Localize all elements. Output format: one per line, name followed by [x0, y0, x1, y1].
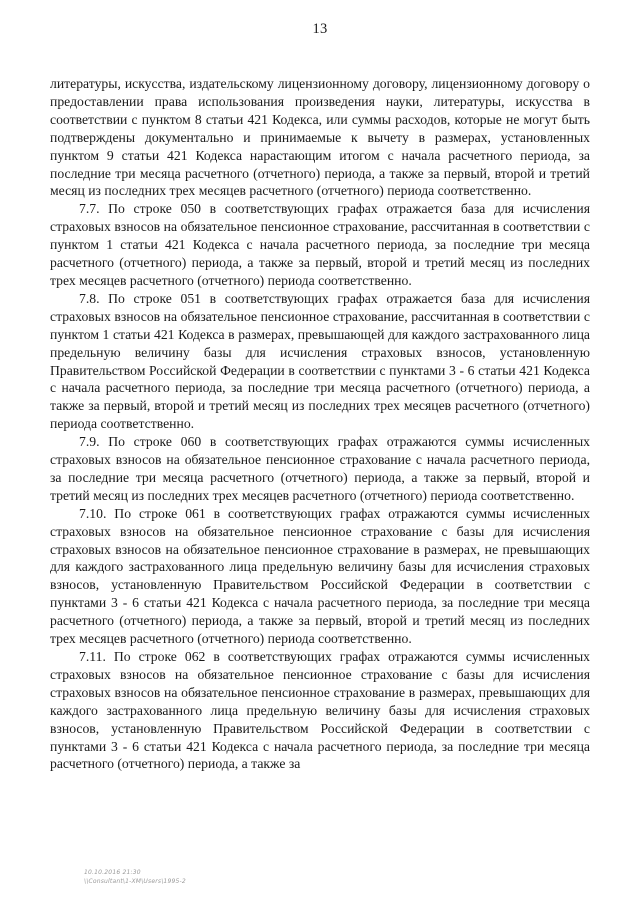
footer-stamp-date: 10.10.2016 21:30 — [84, 869, 141, 876]
paragraph-7-10: 7.10. По строке 061 в соответствующих графах отражаются суммы исчисленных страховых взносов на обязательное пенсионное страхование с базы для исчисления страховых взносов на обязательное пенсионное страхование в размерах, не превышающих для каждого застрахованного лица предельную величину базы для исчисления страховых взносов, установленную Правительством Российской Федерации в соответствии с пунктами 3 - 6 статьи 421 Кодекса с начала расчетного периода, за последние три месяца расчетного (отчетного) периода, а также за первый, второй и третий месяц из последних трех месяцев расчетного (отчетного) периода соответственно. — [50, 505, 590, 647]
footer-stamp — [84, 868, 186, 886]
page-number: 13 — [312, 21, 328, 37]
paragraph-7-9: 7.9. По строке 060 в соответствующих графах отражаются суммы исчисленных страховых взносов на обязательное пенсионное страхование с начала расчетного периода, за последние три месяца расчетного (отчетного) периода, а также за первый, второй и третий месяц из последних трех месяцев расчетного (отчетного) периода соответственно. — [50, 434, 590, 503]
paragraph-7-7: 7.7. По строке 050 в соответствующих графах отражается база для исчисления страховых взносов на обязательное пенсионное страхование, рассчитанная в соответствии с пунктом 1 статьи 421 Кодекса с начала расчетного периода, за последние три месяца расчетного (отчетного) периода, а также за первый, второй и третий месяц из последних трех месяцев расчетного (отчетного) периода соответственно. — [50, 201, 590, 288]
paragraph-continuation: литературы, искусства, издательскому лицензионному договору, лицензионному договору о предоставлении права использования произведения науки, литературы, искусства в соответствии с пунктом 8 статьи 421 Кодекса, или суммы расходов, которые не могут быть подтверждены документально и принимаемые к вычету в размерах, установленных пунктом 9 статьи 421 Кодекса нарастающим итогом с начала расчетного периода, за последние три месяца расчетного (отчетного) периода, а также за первый, второй и третий месяц из последних трех месяцев расчетного (отчетного) периода соответственно. — [50, 76, 590, 199]
document-body — [50, 75, 590, 773]
paragraph-7-8: 7.8. По строке 051 в соответствующих графах отражается база для исчисления страховых взносов на обязательное пенсионное страхование, рассчитанная в соответствии с пунктом 1 статьи 421 Кодекса в размерах, превышающей для каждого застрахованного лица предельную величину базы для исчисления страховых взносов, установленную Правительством Российской Федерации в соответствии с пунктами 3 - 6 статьи 421 Кодекса с начала расчетного периода, за последние три месяца расчетного (отчетного) периода, а также за первый, второй и третий месяц из последних трех месяцев расчетного (отчетного) периода соответственно. — [50, 290, 590, 432]
paragraph-7-11: 7.11. По строке 062 в соответствующих графах отражаются суммы исчисленных страховых взносов на обязательное пенсионное страхование с базы для исчисления страховых взносов на обязательное пенсионное страхование в размерах, превышающих для каждого застрахованного лица предельную величину базы для исчисления страховых взносов, установленную Правительством Российской Федерации в соответствии с пунктами 3 - 6 статьи 421 Кодекса с начала расчетного периода, за последние три месяца расчетного (отчетного) периода, а также за — [50, 649, 590, 772]
footer-stamp-path: \\Consultant\1-ХМ\Users\1995-2 — [84, 878, 186, 885]
